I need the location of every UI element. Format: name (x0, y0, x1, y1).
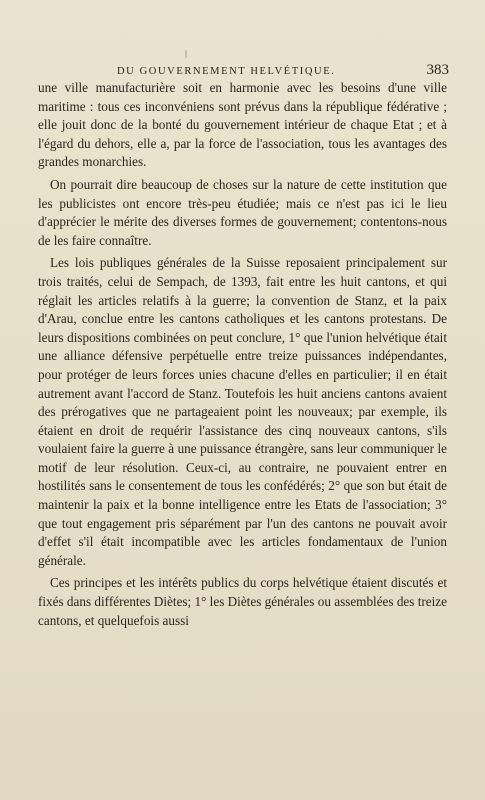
paragraph-2: On pourrait dire beaucoup de choses sur la nature de cette institution que les publicistes ont encore très-peu étudiée; mais ce n'est pas ici le lieu d'apprécier le mérite des diverses formes de gouvernement; contentons-nous de les faire connaître. (38, 176, 447, 248)
page-body (38, 79, 447, 634)
running-head: DU GOUVERNEMENT HELVÉTIQUE. (117, 66, 336, 77)
paragraph-3: Les lois publiques générales de la Suisse reposaient principalement sur trois traités, celui de Sempach, de 1393, fait entre les huit cantons, et qui réglait les articles relatifs à la guerre; la convention de Stanz, et la paix d'Arau, conclue entre les cantons catholiques et les cantons protestans. De leurs dispositions combinées on peut conclure, 1° que l'union helvétique était une alliance défensive perpétuelle entre treize puissances indépendantes, pour protéger de leurs forces unies chacune d'elles en particulier; il en était autrement avant l'accord de Stanz. Toutefois les huit anciens cantons avaient des prérogatives que ne partageaient point les nouveaux; par exemple, ils étaient en droit de requérir l'assistance des cinq nouveaux cantons, s'ils voulaient faire la guerre à une puissance étrangère, sans leur communiquer le motif de leur résolution. Ceux-ci, au contraire, ne pouvaient entrer en hostilités sans le consentement de tous les confédérés; 2° que son but était de maintenir la paix et la bonne intelligence entre les Etats de l'association; 3° que tout engagement pris séparément par l'un des cantons ne pouvait avoir d'effet s'il était incompatible avec les articles fondamentaux de l'union générale. (38, 255, 447, 568)
paper-blemish (185, 50, 187, 58)
page-number: 383 (426, 62, 449, 78)
paragraph-1: une ville manufacturière soit en harmonie avec les besoins d'une ville maritime : tous ces inconvéniens sont prévus dans la république fédérative ; elle jouit donc de la bonté du gouvernement intérieur de chaque Etat ; et à l'égard du dehors, elle a, par la force de l'association, tous les avantages des grandes monarchies. (38, 80, 447, 170)
paragraph-4: Ces principes et les intérêts publics du corps helvétique étaient discutés et fixés dans différentes Diètes; 1° les Diètes générales ou assemblées des treize cantons, et quelquefois aussi (38, 575, 447, 628)
